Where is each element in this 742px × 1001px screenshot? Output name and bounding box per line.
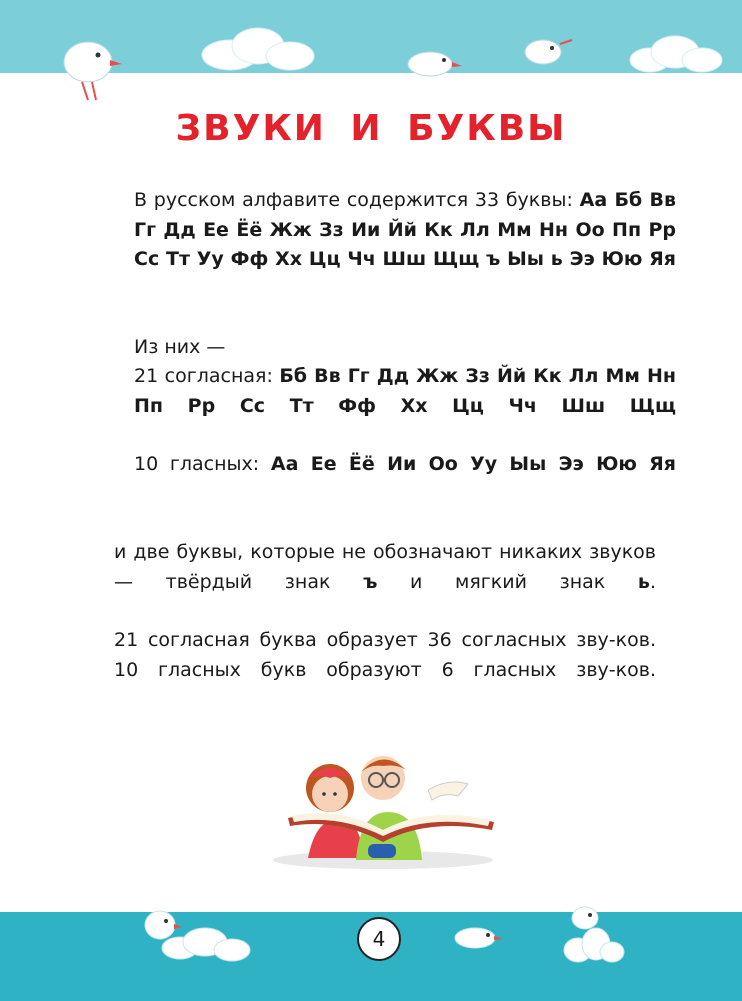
paragraph-consonants [114, 362, 676, 421]
hard-sign: ъ [363, 570, 378, 593]
paragraph-text: В русском алфавите содержится 33 буквы: [134, 189, 573, 211]
paragraph-signs [114, 538, 656, 597]
letter-list: Аа Ее Ёё Ии Оо Уу Ыы Ээ Юю Яя [270, 453, 676, 475]
soft-sign: ь [637, 570, 650, 593]
children-reading-illustration [268, 748, 498, 870]
paragraph-text: 21 согласная: [134, 365, 273, 387]
paragraph-text: 10 гласных: [134, 453, 260, 475]
top-band [0, 0, 742, 73]
letter-list: Бб Вв Гг Дд Жж Зз Йй Кк Лл Мм Нн Пп Рр Сс Тт Фф Хх Цц Чч Шш Щщ [134, 365, 676, 417]
paragraph-sounds [114, 626, 656, 685]
paragraph-text: и две буквы, которые не обозначают никаких звуков — твёрдый знак [114, 541, 656, 593]
paragraph-alphabet [114, 186, 676, 275]
paragraph-text: Из них — [134, 336, 226, 358]
paragraph-intro [114, 333, 676, 363]
paragraph-vowels [114, 450, 676, 480]
paragraph-text: 21 согласная буква образует 36 согласных зву-ков. 10 гласных букв образуют 6 гласных зву-ков. [114, 629, 656, 681]
letter-list: Аа Бб Вв Гг Дд Ее Ёё Жж Зз Ии Йй Кк Лл Мм Нн Оо Пп Рр Сс Тт Уу Фф Хх Цц Чч Шш Щщ ъ Ыы ь Ээ Юю Яя [134, 189, 676, 270]
page-title: ЗВУКИ И БУКВЫ [175, 108, 567, 149]
page-number: 4 [357, 917, 401, 961]
paragraph-end: . [649, 570, 656, 593]
paragraph-text: и мягкий знак [410, 570, 606, 593]
